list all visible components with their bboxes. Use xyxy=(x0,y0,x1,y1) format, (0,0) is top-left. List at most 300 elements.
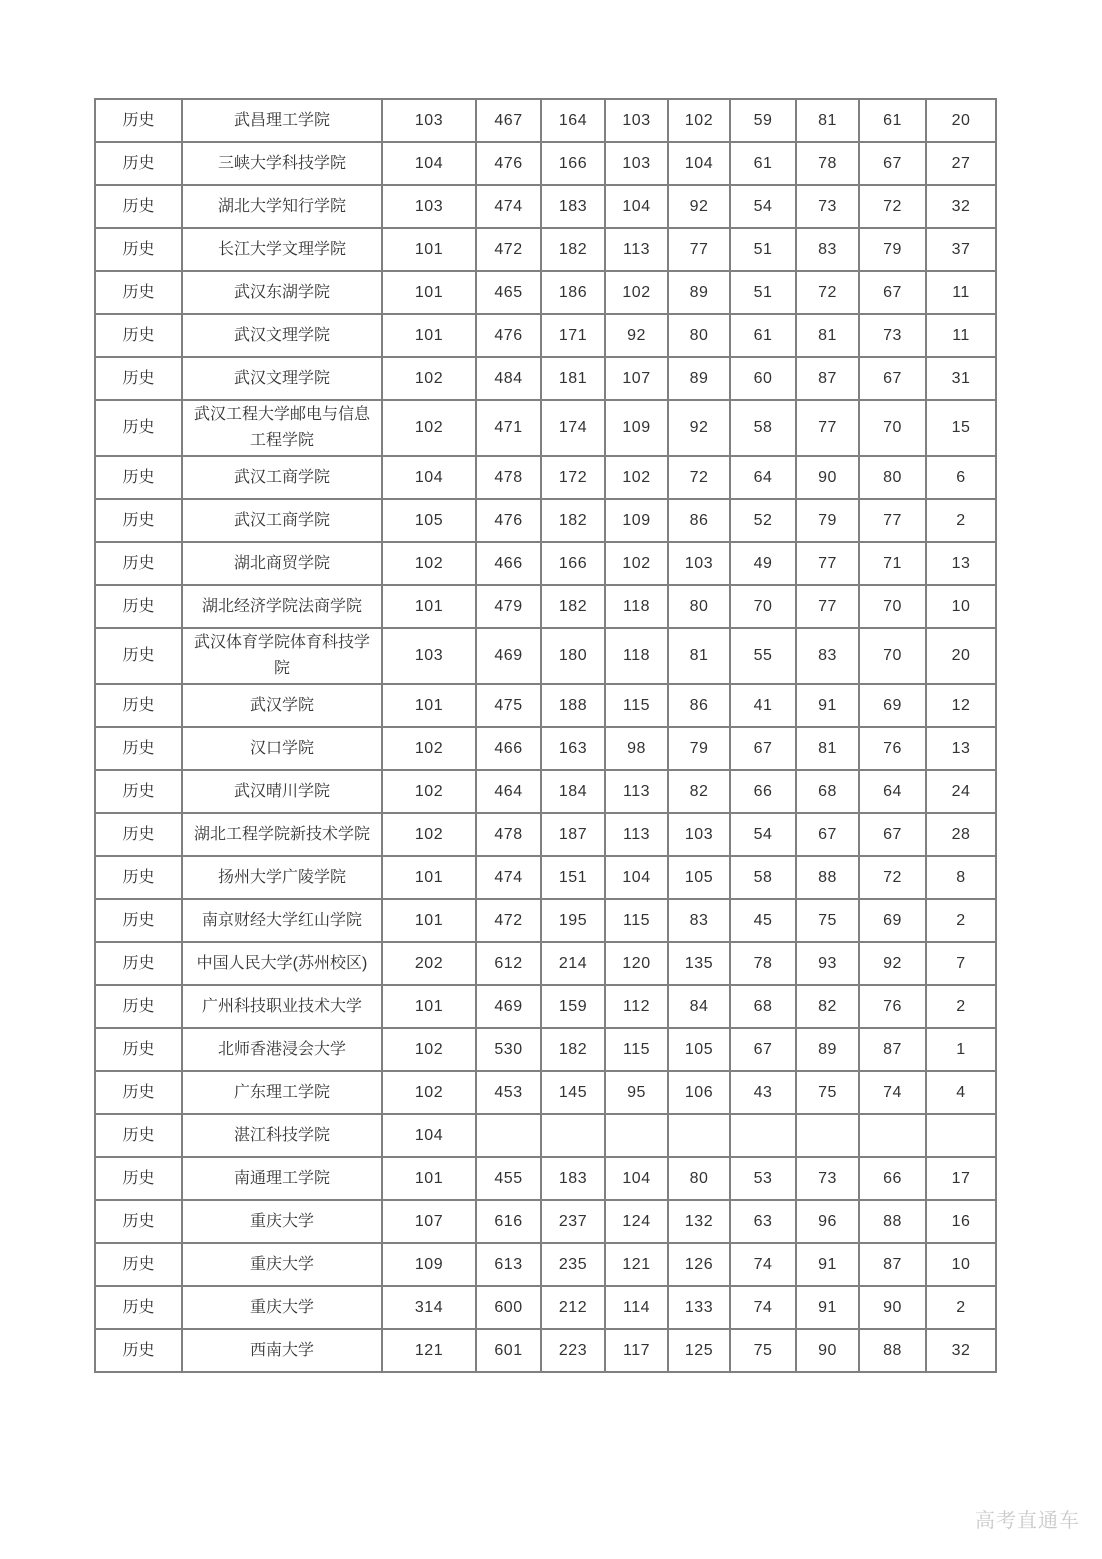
score-value-cell: 109 xyxy=(605,499,668,542)
score-value-cell: 67 xyxy=(859,142,926,185)
score-value-cell: 476 xyxy=(476,142,541,185)
score-value-cell: 183 xyxy=(541,1157,605,1200)
subject-cell: 历史 xyxy=(95,400,182,456)
table-row xyxy=(95,942,996,985)
score-value-cell: 479 xyxy=(476,585,541,628)
table-row xyxy=(95,727,996,770)
score-value-cell: 67 xyxy=(859,813,926,856)
score-value-cell: 90 xyxy=(859,1286,926,1329)
score-value-cell: 73 xyxy=(796,185,859,228)
score-value-cell: 102 xyxy=(382,357,476,400)
subject-cell: 历史 xyxy=(95,942,182,985)
score-value-cell: 70 xyxy=(730,585,796,628)
score-value-cell: 114 xyxy=(605,1286,668,1329)
score-value-cell: 17 xyxy=(926,1157,996,1200)
subject-cell: 历史 xyxy=(95,585,182,628)
score-value-cell: 102 xyxy=(382,542,476,585)
score-value-cell: 102 xyxy=(382,400,476,456)
table-row xyxy=(95,1114,996,1157)
score-value-cell: 107 xyxy=(382,1200,476,1243)
score-value-cell: 102 xyxy=(382,727,476,770)
score-value-cell: 172 xyxy=(541,456,605,499)
table-row xyxy=(95,357,996,400)
score-value-cell: 95 xyxy=(605,1071,668,1114)
table-row xyxy=(95,456,996,499)
score-value-cell: 15 xyxy=(926,400,996,456)
score-value-cell: 54 xyxy=(730,185,796,228)
score-value-cell: 61 xyxy=(859,99,926,142)
score-value-cell: 195 xyxy=(541,899,605,942)
school-name-cell: 武汉东湖学院 xyxy=(182,271,382,314)
score-value-cell: 106 xyxy=(668,1071,730,1114)
score-value-cell: 101 xyxy=(382,856,476,899)
score-value-cell: 89 xyxy=(668,357,730,400)
score-value-cell: 187 xyxy=(541,813,605,856)
score-value-cell: 103 xyxy=(382,185,476,228)
school-name-cell: 湖北商贸学院 xyxy=(182,542,382,585)
score-value-cell: 13 xyxy=(926,542,996,585)
score-value-cell: 112 xyxy=(605,985,668,1028)
score-value-cell: 71 xyxy=(859,542,926,585)
score-value-cell xyxy=(730,1114,796,1157)
table-row xyxy=(95,1243,996,1286)
score-value-cell: 120 xyxy=(605,942,668,985)
table-row xyxy=(95,499,996,542)
score-value-cell: 80 xyxy=(668,585,730,628)
score-value-cell: 49 xyxy=(730,542,796,585)
score-value-cell: 80 xyxy=(668,314,730,357)
score-value-cell: 83 xyxy=(668,899,730,942)
score-value-cell: 6 xyxy=(926,456,996,499)
score-value-cell: 68 xyxy=(730,985,796,1028)
score-value-cell: 125 xyxy=(668,1329,730,1372)
subject-cell: 历史 xyxy=(95,856,182,899)
score-value-cell: 76 xyxy=(859,727,926,770)
score-value-cell: 88 xyxy=(796,856,859,899)
score-value-cell: 118 xyxy=(605,628,668,684)
score-value-cell: 2 xyxy=(926,985,996,1028)
score-value-cell: 80 xyxy=(859,456,926,499)
school-name-cell: 三峡大学科技学院 xyxy=(182,142,382,185)
table-row xyxy=(95,228,996,271)
score-value-cell: 77 xyxy=(796,542,859,585)
score-value-cell xyxy=(668,1114,730,1157)
score-value-cell: 202 xyxy=(382,942,476,985)
subject-cell: 历史 xyxy=(95,1200,182,1243)
score-value-cell: 101 xyxy=(382,271,476,314)
score-value-cell: 66 xyxy=(730,770,796,813)
score-value-cell: 55 xyxy=(730,628,796,684)
score-value-cell: 237 xyxy=(541,1200,605,1243)
school-name-cell: 重庆大学 xyxy=(182,1200,382,1243)
table-row xyxy=(95,1286,996,1329)
subject-cell: 历史 xyxy=(95,357,182,400)
score-value-cell: 102 xyxy=(382,1028,476,1071)
table-row xyxy=(95,314,996,357)
watermark-gaokao-zhitongche: 高考直通车 xyxy=(975,1510,1080,1532)
score-value-cell: 133 xyxy=(668,1286,730,1329)
score-value-cell: 103 xyxy=(605,142,668,185)
school-name-cell: 武汉晴川学院 xyxy=(182,770,382,813)
score-value-cell: 87 xyxy=(859,1028,926,1071)
score-value-cell: 81 xyxy=(668,628,730,684)
score-value-cell: 151 xyxy=(541,856,605,899)
score-value-cell: 45 xyxy=(730,899,796,942)
score-value-cell: 87 xyxy=(859,1243,926,1286)
score-value-cell: 90 xyxy=(796,1329,859,1372)
subject-cell: 历史 xyxy=(95,1243,182,1286)
school-name-cell: 武汉学院 xyxy=(182,684,382,727)
score-value-cell: 102 xyxy=(382,1071,476,1114)
subject-cell: 历史 xyxy=(95,314,182,357)
score-value-cell: 89 xyxy=(796,1028,859,1071)
score-value-cell: 102 xyxy=(382,813,476,856)
score-value-cell: 466 xyxy=(476,727,541,770)
score-value-cell: 600 xyxy=(476,1286,541,1329)
school-name-cell: 武汉文理学院 xyxy=(182,314,382,357)
subject-cell: 历史 xyxy=(95,813,182,856)
score-value-cell: 12 xyxy=(926,684,996,727)
subject-cell: 历史 xyxy=(95,142,182,185)
score-value-cell: 8 xyxy=(926,856,996,899)
score-value-cell: 182 xyxy=(541,499,605,542)
score-value-cell: 67 xyxy=(859,271,926,314)
school-name-cell: 湖北工程学院新技术学院 xyxy=(182,813,382,856)
score-value-cell: 80 xyxy=(668,1157,730,1200)
score-value-cell: 235 xyxy=(541,1243,605,1286)
score-value-cell: 101 xyxy=(382,899,476,942)
subject-cell: 历史 xyxy=(95,1071,182,1114)
score-value-cell: 72 xyxy=(859,185,926,228)
score-value-cell xyxy=(541,1114,605,1157)
admission-scores-table xyxy=(94,98,997,1373)
score-value-cell: 105 xyxy=(668,1028,730,1071)
score-value-cell: 101 xyxy=(382,684,476,727)
score-value-cell: 472 xyxy=(476,228,541,271)
school-name-cell: 西南大学 xyxy=(182,1329,382,1372)
score-value-cell: 105 xyxy=(382,499,476,542)
subject-cell: 历史 xyxy=(95,456,182,499)
score-value-cell: 58 xyxy=(730,400,796,456)
score-value-cell: 104 xyxy=(382,456,476,499)
score-value-cell: 601 xyxy=(476,1329,541,1372)
table-row xyxy=(95,142,996,185)
score-value-cell: 86 xyxy=(668,684,730,727)
score-value-cell xyxy=(796,1114,859,1157)
score-value-cell: 75 xyxy=(796,899,859,942)
score-value-cell: 2 xyxy=(926,1286,996,1329)
table-row xyxy=(95,271,996,314)
score-value-cell: 73 xyxy=(859,314,926,357)
subject-cell: 历史 xyxy=(95,1286,182,1329)
subject-cell: 历史 xyxy=(95,185,182,228)
score-value-cell: 70 xyxy=(859,400,926,456)
score-value-cell xyxy=(476,1114,541,1157)
subject-cell: 历史 xyxy=(95,1028,182,1071)
score-value-cell: 184 xyxy=(541,770,605,813)
score-value-cell: 166 xyxy=(541,142,605,185)
score-value-cell: 2 xyxy=(926,499,996,542)
score-value-cell: 180 xyxy=(541,628,605,684)
score-value-cell: 69 xyxy=(859,899,926,942)
school-name-cell: 南通理工学院 xyxy=(182,1157,382,1200)
score-value-cell: 61 xyxy=(730,142,796,185)
score-value-cell: 101 xyxy=(382,228,476,271)
score-value-cell: 104 xyxy=(382,1114,476,1157)
score-value-cell: 103 xyxy=(668,813,730,856)
score-value-cell: 476 xyxy=(476,314,541,357)
score-value-cell: 124 xyxy=(605,1200,668,1243)
score-value-cell: 37 xyxy=(926,228,996,271)
score-value-cell: 79 xyxy=(859,228,926,271)
score-value-cell: 163 xyxy=(541,727,605,770)
score-value-cell: 67 xyxy=(730,727,796,770)
subject-cell: 历史 xyxy=(95,727,182,770)
subject-cell: 历史 xyxy=(95,271,182,314)
table-row xyxy=(95,684,996,727)
score-value-cell: 64 xyxy=(859,770,926,813)
score-value-cell: 469 xyxy=(476,985,541,1028)
table-row xyxy=(95,1028,996,1071)
score-value-cell: 113 xyxy=(605,770,668,813)
score-value-cell: 51 xyxy=(730,228,796,271)
table-row xyxy=(95,770,996,813)
table-row xyxy=(95,628,996,684)
score-value-cell: 72 xyxy=(859,856,926,899)
score-value-cell: 613 xyxy=(476,1243,541,1286)
score-value-cell: 90 xyxy=(796,456,859,499)
score-value-cell: 188 xyxy=(541,684,605,727)
score-value-cell: 166 xyxy=(541,542,605,585)
score-value-cell: 465 xyxy=(476,271,541,314)
score-value-cell: 475 xyxy=(476,684,541,727)
score-value-cell: 89 xyxy=(668,271,730,314)
score-value-cell: 79 xyxy=(668,727,730,770)
score-value-cell: 171 xyxy=(541,314,605,357)
table-row xyxy=(95,985,996,1028)
subject-cell: 历史 xyxy=(95,1114,182,1157)
score-value-cell: 27 xyxy=(926,142,996,185)
score-value-cell: 87 xyxy=(796,357,859,400)
subject-cell: 历史 xyxy=(95,542,182,585)
score-value-cell: 91 xyxy=(796,1286,859,1329)
score-value-cell: 13 xyxy=(926,727,996,770)
score-value-cell: 16 xyxy=(926,1200,996,1243)
score-value-cell: 31 xyxy=(926,357,996,400)
score-value-cell: 10 xyxy=(926,585,996,628)
table-row xyxy=(95,1329,996,1372)
score-value-cell: 117 xyxy=(605,1329,668,1372)
school-name-cell: 武汉文理学院 xyxy=(182,357,382,400)
score-value-cell: 11 xyxy=(926,314,996,357)
score-value-cell: 453 xyxy=(476,1071,541,1114)
score-value-cell xyxy=(926,1114,996,1157)
subject-cell: 历史 xyxy=(95,499,182,542)
school-name-cell: 广州科技职业技术大学 xyxy=(182,985,382,1028)
score-value-cell: 121 xyxy=(382,1329,476,1372)
score-value-cell: 464 xyxy=(476,770,541,813)
score-value-cell: 104 xyxy=(605,185,668,228)
score-value-cell: 212 xyxy=(541,1286,605,1329)
score-value-cell: 88 xyxy=(859,1200,926,1243)
score-value-cell: 616 xyxy=(476,1200,541,1243)
score-value-cell: 68 xyxy=(796,770,859,813)
score-value-cell: 103 xyxy=(382,628,476,684)
score-value-cell: 88 xyxy=(859,1329,926,1372)
score-value-cell: 77 xyxy=(796,400,859,456)
table-row xyxy=(95,899,996,942)
score-value-cell: 66 xyxy=(859,1157,926,1200)
score-value-cell: 61 xyxy=(730,314,796,357)
score-value-cell: 115 xyxy=(605,1028,668,1071)
score-value-cell: 181 xyxy=(541,357,605,400)
score-value-cell: 41 xyxy=(730,684,796,727)
score-value-cell: 474 xyxy=(476,185,541,228)
score-value-cell: 104 xyxy=(605,1157,668,1200)
score-value-cell: 103 xyxy=(382,99,476,142)
score-value-cell: 83 xyxy=(796,228,859,271)
score-value-cell: 60 xyxy=(730,357,796,400)
score-value-cell: 214 xyxy=(541,942,605,985)
score-value-cell: 474 xyxy=(476,856,541,899)
score-value-cell: 4 xyxy=(926,1071,996,1114)
score-value-cell: 186 xyxy=(541,271,605,314)
score-value-cell: 77 xyxy=(859,499,926,542)
score-value-cell: 7 xyxy=(926,942,996,985)
score-value-cell: 174 xyxy=(541,400,605,456)
table-row xyxy=(95,1071,996,1114)
score-value-cell: 476 xyxy=(476,499,541,542)
score-value-cell: 101 xyxy=(382,585,476,628)
score-value-cell: 182 xyxy=(541,585,605,628)
subject-cell: 历史 xyxy=(95,684,182,727)
score-value-cell: 105 xyxy=(668,856,730,899)
score-value-cell: 67 xyxy=(796,813,859,856)
score-value-cell: 83 xyxy=(796,628,859,684)
score-value-cell: 92 xyxy=(859,942,926,985)
score-value-cell: 92 xyxy=(668,185,730,228)
school-name-cell: 北师香港浸会大学 xyxy=(182,1028,382,1071)
score-value-cell: 101 xyxy=(382,314,476,357)
score-value-cell: 467 xyxy=(476,99,541,142)
score-value-cell: 79 xyxy=(796,499,859,542)
score-value-cell: 102 xyxy=(668,99,730,142)
score-value-cell: 69 xyxy=(859,684,926,727)
score-value-cell: 159 xyxy=(541,985,605,1028)
score-value-cell: 104 xyxy=(668,142,730,185)
school-name-cell: 武汉工商学院 xyxy=(182,456,382,499)
score-value-cell: 20 xyxy=(926,99,996,142)
score-value-cell: 164 xyxy=(541,99,605,142)
score-value-cell: 113 xyxy=(605,228,668,271)
score-value-cell: 472 xyxy=(476,899,541,942)
score-value-cell: 102 xyxy=(605,542,668,585)
score-value-cell: 51 xyxy=(730,271,796,314)
score-value-cell: 1 xyxy=(926,1028,996,1071)
score-value-cell: 91 xyxy=(796,1243,859,1286)
score-value-cell: 93 xyxy=(796,942,859,985)
score-value-cell: 98 xyxy=(605,727,668,770)
school-name-cell: 扬州大学广陵学院 xyxy=(182,856,382,899)
table-row xyxy=(95,185,996,228)
score-value-cell: 73 xyxy=(796,1157,859,1200)
score-value-cell: 20 xyxy=(926,628,996,684)
score-value-cell: 103 xyxy=(668,542,730,585)
score-value-cell: 81 xyxy=(796,99,859,142)
score-value-cell: 10 xyxy=(926,1243,996,1286)
score-value-cell: 469 xyxy=(476,628,541,684)
score-value-cell: 314 xyxy=(382,1286,476,1329)
score-value-cell: 121 xyxy=(605,1243,668,1286)
score-value-cell: 91 xyxy=(796,684,859,727)
score-value-cell: 67 xyxy=(859,357,926,400)
subject-cell: 历史 xyxy=(95,1329,182,1372)
score-value-cell: 182 xyxy=(541,228,605,271)
subject-cell: 历史 xyxy=(95,899,182,942)
school-name-cell: 重庆大学 xyxy=(182,1243,382,1286)
score-value-cell: 104 xyxy=(605,856,668,899)
score-value-cell: 612 xyxy=(476,942,541,985)
score-value-cell: 74 xyxy=(859,1071,926,1114)
table-row xyxy=(95,99,996,142)
score-value-cell: 478 xyxy=(476,813,541,856)
score-value-cell: 96 xyxy=(796,1200,859,1243)
table-row xyxy=(95,400,996,456)
scores-table-body xyxy=(95,99,996,1372)
school-name-cell: 中国人民大学(苏州校区) xyxy=(182,942,382,985)
school-name-cell: 重庆大学 xyxy=(182,1286,382,1329)
score-value-cell: 109 xyxy=(605,400,668,456)
school-name-cell: 武汉体育学院体育科技学院 xyxy=(182,628,382,684)
score-value-cell: 484 xyxy=(476,357,541,400)
score-value-cell: 102 xyxy=(382,770,476,813)
subject-cell: 历史 xyxy=(95,770,182,813)
score-value-cell: 101 xyxy=(382,1157,476,1200)
table-row xyxy=(95,813,996,856)
score-value-cell: 223 xyxy=(541,1329,605,1372)
score-value-cell: 77 xyxy=(796,585,859,628)
score-value-cell: 109 xyxy=(382,1243,476,1286)
score-value-cell: 78 xyxy=(730,942,796,985)
school-name-cell: 武汉工程大学邮电与信息工程学院 xyxy=(182,400,382,456)
score-value-cell: 82 xyxy=(796,985,859,1028)
score-value-cell: 43 xyxy=(730,1071,796,1114)
score-value-cell: 107 xyxy=(605,357,668,400)
subject-cell: 历史 xyxy=(95,985,182,1028)
subject-cell: 历史 xyxy=(95,99,182,142)
score-value-cell: 81 xyxy=(796,314,859,357)
subject-cell: 历史 xyxy=(95,1157,182,1200)
score-value-cell: 86 xyxy=(668,499,730,542)
table-row xyxy=(95,1157,996,1200)
score-value-cell: 28 xyxy=(926,813,996,856)
table-row xyxy=(95,1200,996,1243)
score-value-cell: 82 xyxy=(668,770,730,813)
school-name-cell: 湖北经济学院法商学院 xyxy=(182,585,382,628)
school-name-cell: 汉口学院 xyxy=(182,727,382,770)
score-value-cell: 75 xyxy=(730,1329,796,1372)
score-value-cell: 92 xyxy=(605,314,668,357)
score-value-cell: 58 xyxy=(730,856,796,899)
score-value-cell: 478 xyxy=(476,456,541,499)
score-value-cell: 84 xyxy=(668,985,730,1028)
school-name-cell: 湛江科技学院 xyxy=(182,1114,382,1157)
score-value-cell: 115 xyxy=(605,899,668,942)
score-value-cell: 126 xyxy=(668,1243,730,1286)
score-value-cell: 101 xyxy=(382,985,476,1028)
subject-cell: 历史 xyxy=(95,228,182,271)
table-row xyxy=(95,856,996,899)
